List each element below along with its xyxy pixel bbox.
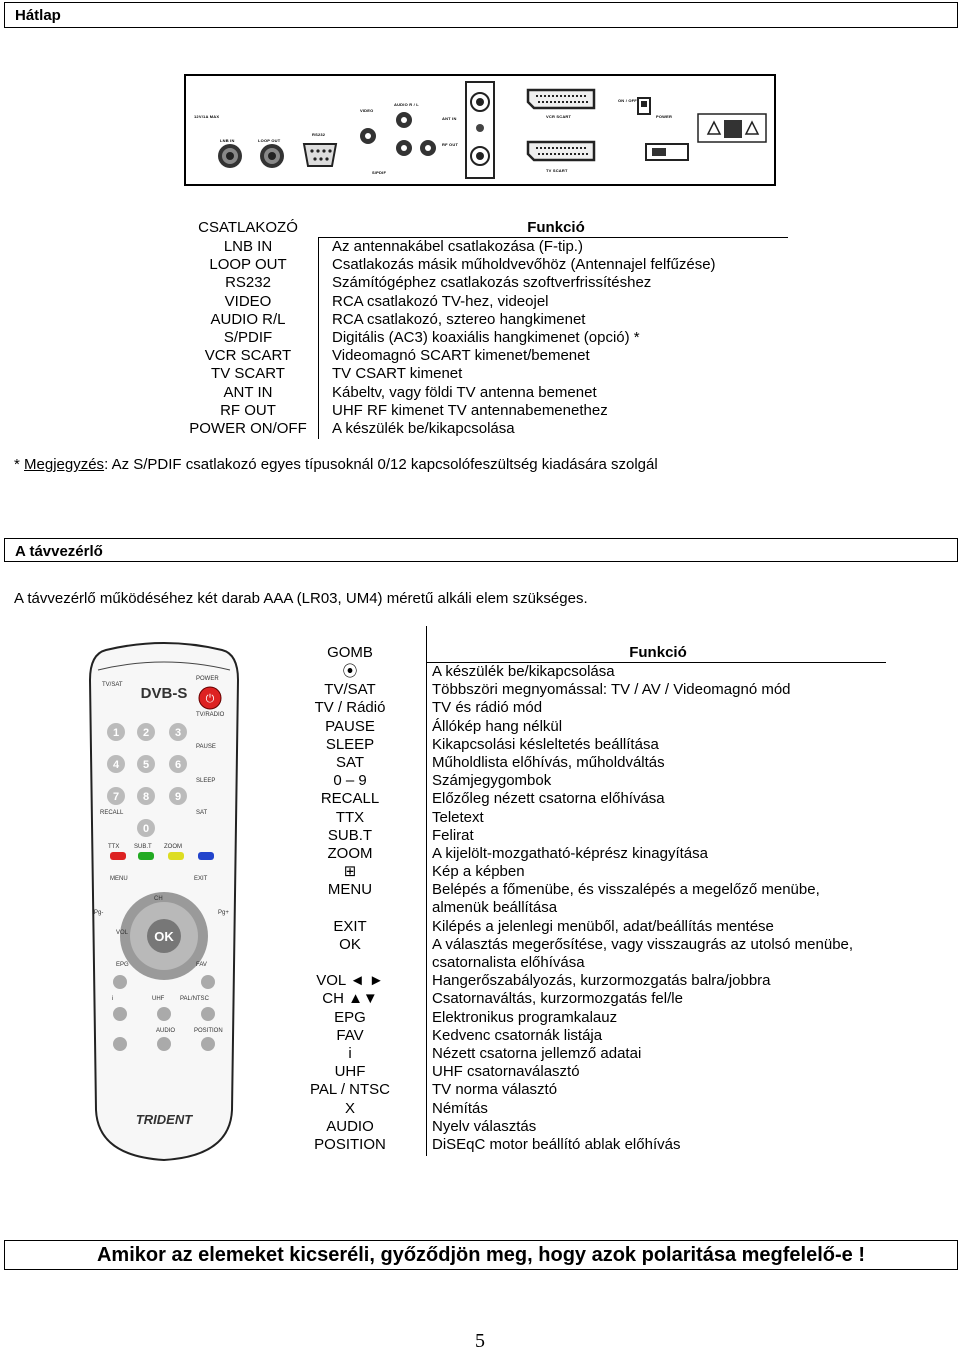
section-header-remote: [4, 538, 958, 562]
connector-func-4: RCA csatlakozó, sztereo hangkimenet: [332, 310, 586, 328]
button-name-14: EXIT: [333, 917, 367, 935]
connector-func-0: Az antennakábel csatlakozása (F-tip.): [332, 238, 583, 255]
button-name-11: ⊞: [343, 863, 357, 881]
remote-key-label: MENU: [110, 876, 128, 882]
buttons-functions: [432, 663, 932, 1154]
remote-key-label: RECALL: [100, 810, 124, 816]
button-func-16: csatornalista előhívása: [432, 954, 585, 971]
button-func-23: TV norma választó: [432, 1081, 558, 1099]
button-func-3: Állókép hang nélkül: [432, 717, 563, 735]
section-header-hatlap: [4, 2, 958, 28]
button-func-24: Némítás: [432, 1099, 488, 1117]
buttons-column-divider: [426, 626, 427, 1156]
button-func-5: Műholdlista előhívás, műholdváltás: [432, 753, 665, 771]
connector-func-5: Digitális (AC3) koaxiális hangkimenet (opció) *: [332, 328, 640, 346]
button-name-20: FAV: [336, 1026, 364, 1044]
remote-digit-label: 6: [174, 759, 182, 771]
connectors-header-col2: Funkció: [527, 219, 585, 236]
spdif-connector: [420, 140, 436, 156]
connector-name-0: LNB IN: [223, 238, 273, 255]
remote-digit-label: 3: [174, 727, 182, 739]
connector-func-8: Kábeltv, vagy földi TV antenna bemenet: [332, 383, 597, 401]
remote-key-labels: [86, 640, 242, 1162]
remote-key-label: AUDIO: [156, 1028, 176, 1034]
connector-func-10: A készülék be/kikapcsolása: [332, 419, 515, 437]
rs232-connector: [304, 144, 336, 166]
rear-panel-diagram: [184, 74, 776, 186]
button-name-17: VOL ◄ ►: [316, 972, 384, 990]
button-name-19: EPG: [334, 1008, 366, 1026]
button-func-7: Előzőleg nézett csatorna előhívása: [432, 790, 665, 808]
remote-key-label: i: [112, 996, 114, 1002]
connector-name-8: ANT IN: [223, 383, 273, 401]
remote-key-label: TV/RADIO: [196, 712, 225, 718]
button-func-20: Kedvenc csatornák listája: [432, 1026, 603, 1044]
connector-name-9: RF OUT: [220, 401, 276, 419]
button-name-13: [290, 899, 410, 917]
connector-func-9: UHF RF kimenet TV antennabemenethez: [332, 401, 608, 419]
connector-func-6: Videomagnó SCART kimenet/bemenet: [332, 347, 590, 365]
remote-key-label: TV/SAT: [102, 682, 123, 688]
remote-section-title: A távvezérlő: [15, 543, 103, 560]
rear-label-on-off: ON / OFF: [618, 98, 637, 103]
button-name-6: 0 – 9: [333, 772, 367, 790]
button-name-10: ZOOM: [327, 844, 373, 862]
connector-func-2: Számítógéphez csatlakozás szoftverfrissítéshez: [332, 274, 652, 292]
loop-out-connector: [260, 144, 284, 168]
remote-key-label: Pg+: [218, 910, 229, 916]
button-name-21: i: [348, 1044, 352, 1062]
remote-key-label: ZOOM: [164, 844, 182, 850]
button-name-24: X: [344, 1099, 355, 1117]
button-func-18: Csatornaváltás, kurzormozgatás fel/le: [432, 990, 683, 1008]
rear-label-spdif: S/PDIF: [372, 170, 387, 175]
svg-text:OK: OK: [154, 929, 174, 944]
remote-digit-label: 5: [142, 759, 150, 771]
rear-label-ant-in: ANT IN: [442, 116, 457, 121]
button-func-21: Nézett csatorna jellemző adatai: [432, 1044, 642, 1062]
rear-label-rf-out: RF OUT: [442, 142, 459, 147]
remote-key-label: SUB.T: [134, 844, 152, 850]
remote-digit-label: 2: [142, 727, 150, 739]
connectors-functions: [332, 238, 802, 438]
remote-key-label: Pg-: [94, 910, 104, 916]
spdif-note: * Megjegyzés: Az S/PDIF csatlakozó egyes típusoknál 0/12 kapcsolófeszültség kiadására szolgál: [14, 456, 658, 473]
connector-name-4: AUDIO R/L: [210, 310, 286, 328]
connectors-header-col1: CSATLAKOZÓ: [198, 219, 298, 236]
ant-in-connector: [471, 93, 489, 111]
button-func-0: A készülék be/kikapcsolása: [432, 663, 615, 680]
button-name-26: POSITION: [314, 1135, 386, 1153]
remote-key-label: CH: [154, 896, 163, 902]
connector-name-7: TV SCART: [211, 365, 285, 383]
button-func-19: Elektronikus programkalauz: [432, 1008, 618, 1026]
button-name-3: PAUSE: [325, 717, 375, 735]
button-func-15: A választás megerősítése, vagy visszaugrás az utolsó menübe,: [432, 935, 854, 953]
button-func-1: Többszöri megnyomással: TV / AV / Videomagnó mód: [432, 681, 791, 699]
remote-control-image: [86, 640, 242, 1162]
button-name-1: TV/SAT: [324, 681, 376, 699]
page-number: 5: [475, 1330, 485, 1352]
remote-key-label: VOL: [116, 930, 129, 936]
button-func-14: Kilépés a jelenlegi menüből, adat/beállítás mentése: [432, 917, 774, 935]
button-func-17: Hangerőszabályozás, kurzormozgatás balra/jobbra: [432, 972, 771, 990]
remote-digit-label: 9: [174, 791, 182, 803]
remote-key-label: POWER: [196, 676, 219, 682]
button-func-25: Nyelv választás: [432, 1117, 537, 1135]
rear-label-loop-out: LOOP OUT: [258, 138, 281, 143]
note-label: Megjegyzés: [24, 456, 105, 473]
button-name-18: CH ▲▼: [322, 990, 378, 1008]
battery-warning-box: [4, 1240, 958, 1270]
remote-digit-label: 4: [112, 759, 120, 771]
lnb-in-connector: [218, 144, 242, 168]
note-text: : Az S/PDIF csatlakozó egyes típusoknál 0/12 kapcsolófeszültség kiadására szolgál: [104, 456, 658, 473]
rear-label-lnb-in: LNB IN: [220, 138, 235, 143]
rear-panel-svg: [186, 76, 774, 184]
rear-label-power-supply: 12V/1A MAX: [194, 114, 220, 119]
video-rca-connector: [360, 128, 376, 144]
connector-func-1: Csatlakozás másik műholdvevőhöz (Antennajel felfűzése): [332, 256, 716, 274]
vcr-scart-connector: [528, 90, 594, 108]
button-name-9: SUB.T: [327, 826, 373, 844]
connector-name-6: VCR SCART: [204, 347, 292, 365]
remote-key-label: UHF: [152, 996, 165, 1002]
audio-l-rca-connector: [396, 140, 412, 156]
button-name-23: PAL / NTSC: [309, 1081, 391, 1099]
button-name-0: ⦿: [342, 663, 358, 680]
remote-digit-label: 8: [142, 791, 150, 803]
button-name-5: SAT: [335, 753, 365, 771]
button-name-22: UHF: [334, 1063, 366, 1081]
rear-label-video: VIDEO: [360, 108, 374, 113]
remote-intro-text: A távvezérlő működéséhez két darab AAA (LR03, UM4) méretű alkáli elem szükséges.: [14, 590, 588, 607]
remote-key-label: PAUSE: [196, 744, 216, 750]
remote-key-label: SLEEP: [196, 778, 216, 784]
rear-label-vcr-scart: VCR SCART: [546, 114, 572, 119]
remote-key-label: PAL/NTSC: [180, 996, 209, 1002]
power-cord: [646, 144, 688, 160]
button-func-13: almenük beállítása: [432, 899, 558, 917]
remote-key-label: POSITION: [194, 1028, 223, 1034]
remote-digit-label: 0: [142, 823, 150, 835]
button-name-4: SLEEP: [325, 735, 375, 753]
connector-name-1: LOOP OUT: [209, 256, 287, 274]
remote-brand-text: DVB-S: [140, 685, 188, 702]
button-func-6: Számjegygombok: [432, 772, 552, 790]
buttons-header-col1: GOMB: [327, 644, 373, 661]
connector-func-7: TV CSART kimenet: [332, 365, 463, 383]
remote-digit-label: 1: [112, 727, 120, 739]
button-name-25: AUDIO: [326, 1117, 374, 1135]
button-func-10: A kijelölt-mozgatható-képrész kinagyítása: [432, 844, 708, 862]
connector-name-3: VIDEO: [224, 292, 272, 310]
rear-label-audio: AUDIO R / L: [394, 102, 419, 107]
connector-name-10: POWER ON/OFF: [189, 419, 307, 437]
button-name-8: TTX: [335, 808, 365, 826]
rear-label-rs232: RS232: [312, 132, 326, 137]
remote-digit-label: 7: [112, 791, 120, 803]
battery-warning-text: Amikor az elemeket kicseréli, győződjön meg, hogy azok polaritása megfelelő-e !: [96, 1244, 866, 1266]
button-func-26: DiSEqC motor beállító ablak előhívás: [432, 1135, 681, 1153]
button-name-7: RECALL: [320, 790, 380, 808]
buttons-header-col2: Funkció: [629, 644, 687, 661]
audio-r-rca-connector: [396, 112, 412, 128]
button-func-9: Felirat: [432, 826, 474, 844]
rear-label-power: POWER: [656, 114, 673, 119]
connectors-names: [174, 238, 322, 438]
button-func-22: UHF csatornaválasztó: [432, 1063, 580, 1081]
remote-key-label: TTX: [108, 844, 120, 850]
button-name-15: OK: [339, 935, 361, 953]
section-title: Hátlap: [15, 7, 61, 24]
power-switch: [638, 98, 650, 114]
button-name-2: TV / Rádió: [314, 699, 386, 717]
remote-key-label: EPG: [116, 962, 129, 968]
remote-key-label: EXIT: [194, 876, 208, 882]
connector-name-5: S/PDIF: [223, 328, 273, 346]
buttons-names: [290, 663, 410, 1154]
button-func-4: Kikapcsolási késleltetés beállítása: [432, 735, 659, 753]
tv-scart-connector: [528, 142, 594, 160]
button-name-12: MENU: [327, 881, 373, 899]
connector-func-3: RCA csatlakozó TV-hez, videojel: [332, 292, 549, 310]
remote-key-label: FAV: [196, 962, 207, 968]
rf-out-connector: [471, 147, 489, 165]
button-name-16: [290, 954, 410, 972]
connector-name-2: RS232: [225, 274, 271, 292]
warning-label: [698, 114, 766, 142]
button-func-11: Kép a képben: [432, 863, 525, 881]
remote-key-label: SAT: [196, 810, 208, 816]
button-func-8: Teletext: [432, 808, 484, 826]
rear-label-tv-scart: TV SCART: [546, 168, 568, 173]
button-func-2: TV és rádió mód: [432, 699, 543, 717]
remote-maker-logo: TRIDENT: [135, 1112, 193, 1127]
svg-text:⏻: ⏻: [205, 692, 215, 705]
button-func-12: Belépés a főmenübe, és visszalépés a megelőző menübe,: [432, 881, 820, 899]
